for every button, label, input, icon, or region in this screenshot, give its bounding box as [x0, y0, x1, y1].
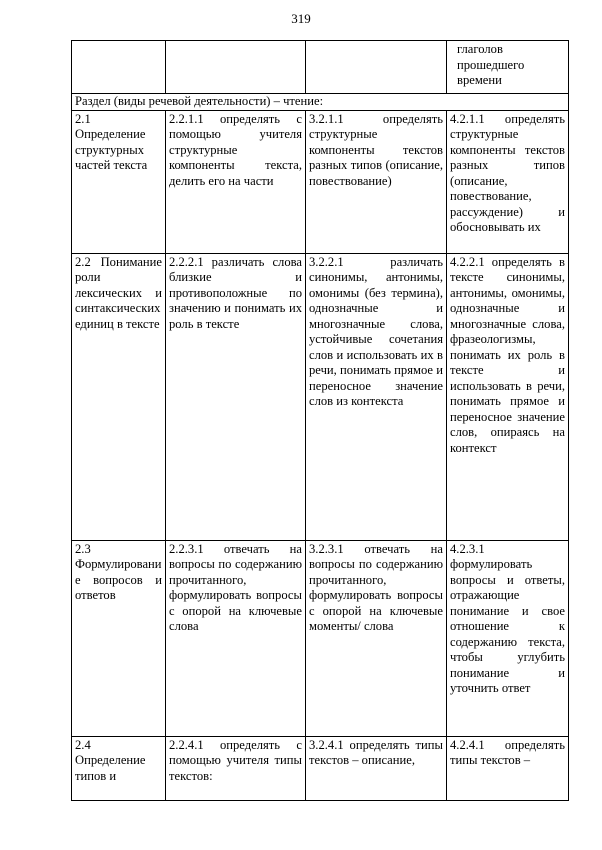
grade2-cell: 2.2.2.1 различать слова близкие и противоположные по значению и понимать их роль в тексте [166, 253, 306, 540]
table-cell [306, 41, 447, 94]
section-heading: Раздел (виды речевой деятельности) – чтение: [72, 94, 569, 111]
table-cell [72, 41, 166, 94]
table-row [72, 736, 569, 800]
grade4-cell: 4.2.1.1 определять структурные компоненты текстов разных типов (описание, повествование, рассуждение) и обосновывать их [447, 110, 569, 253]
table-row-continuation [72, 41, 569, 94]
table-cell: глаголов прошедшего времени [447, 41, 569, 94]
grade4-cell: 4.2.2.1 определять в тексте синонимы, антонимы, омонимы, однозначные и многозначные слова, фразеологизмы, понимать их роль в тексте и использовать в речи, понимать прямое и переносное значение слов, опираясь на контекст [447, 253, 569, 540]
grade3-cell: 3.2.1.1 определять структурные компоненты текстов разных типов (описание, повествование) [306, 110, 447, 253]
table-cell [166, 41, 306, 94]
curriculum-table [71, 40, 569, 801]
grade2-cell: 2.2.4.1 определять с помощью учителя типы текстов: [166, 736, 306, 800]
topic-cell: 2.2 Понимание роли лексических и синтаксических единиц в тексте [72, 253, 166, 540]
topic-cell: 2.1 Определение структурных частей текста [72, 110, 166, 253]
grade4-cell: 4.2.3.1 формулировать вопросы и ответы, отражающие понимание и свое отношение к содержанию текста, чтобы углубить понимание и уточнить ответ [447, 540, 569, 736]
page-number: 319 [291, 11, 311, 26]
table-row [72, 540, 569, 736]
grade2-cell: 2.2.3.1 отвечать на вопросы по содержанию прочитанного, формулировать вопросы с опорой на ключевые слова [166, 540, 306, 736]
table-row [72, 253, 569, 540]
table-row [72, 110, 569, 253]
grade3-cell: 3.2.4.1 определять типы текстов – описание, [306, 736, 447, 800]
grade4-cell: 4.2.4.1 определять типы текстов – [447, 736, 569, 800]
section-heading-row [72, 94, 569, 111]
topic-cell: 2.4 Определение типов и [72, 736, 166, 800]
grade3-cell: 3.2.2.1 различать синонимы, антонимы, омонимы (без термина), однозначные и многозначные слова, устойчивые сочетания слов и использовать их в речи, понимать прямое и переносное значение слов из контекста [306, 253, 447, 540]
grade3-cell: 3.2.3.1 отвечать на вопросы по содержанию прочитанного, формулировать вопросы с опорой на ключевые моменты/ слова [306, 540, 447, 736]
grade2-cell: 2.2.1.1 определять с помощью учителя структурные компоненты текста, делить его на части [166, 110, 306, 253]
topic-cell: 2.3 Формулирование вопросов и ответов [72, 540, 166, 736]
